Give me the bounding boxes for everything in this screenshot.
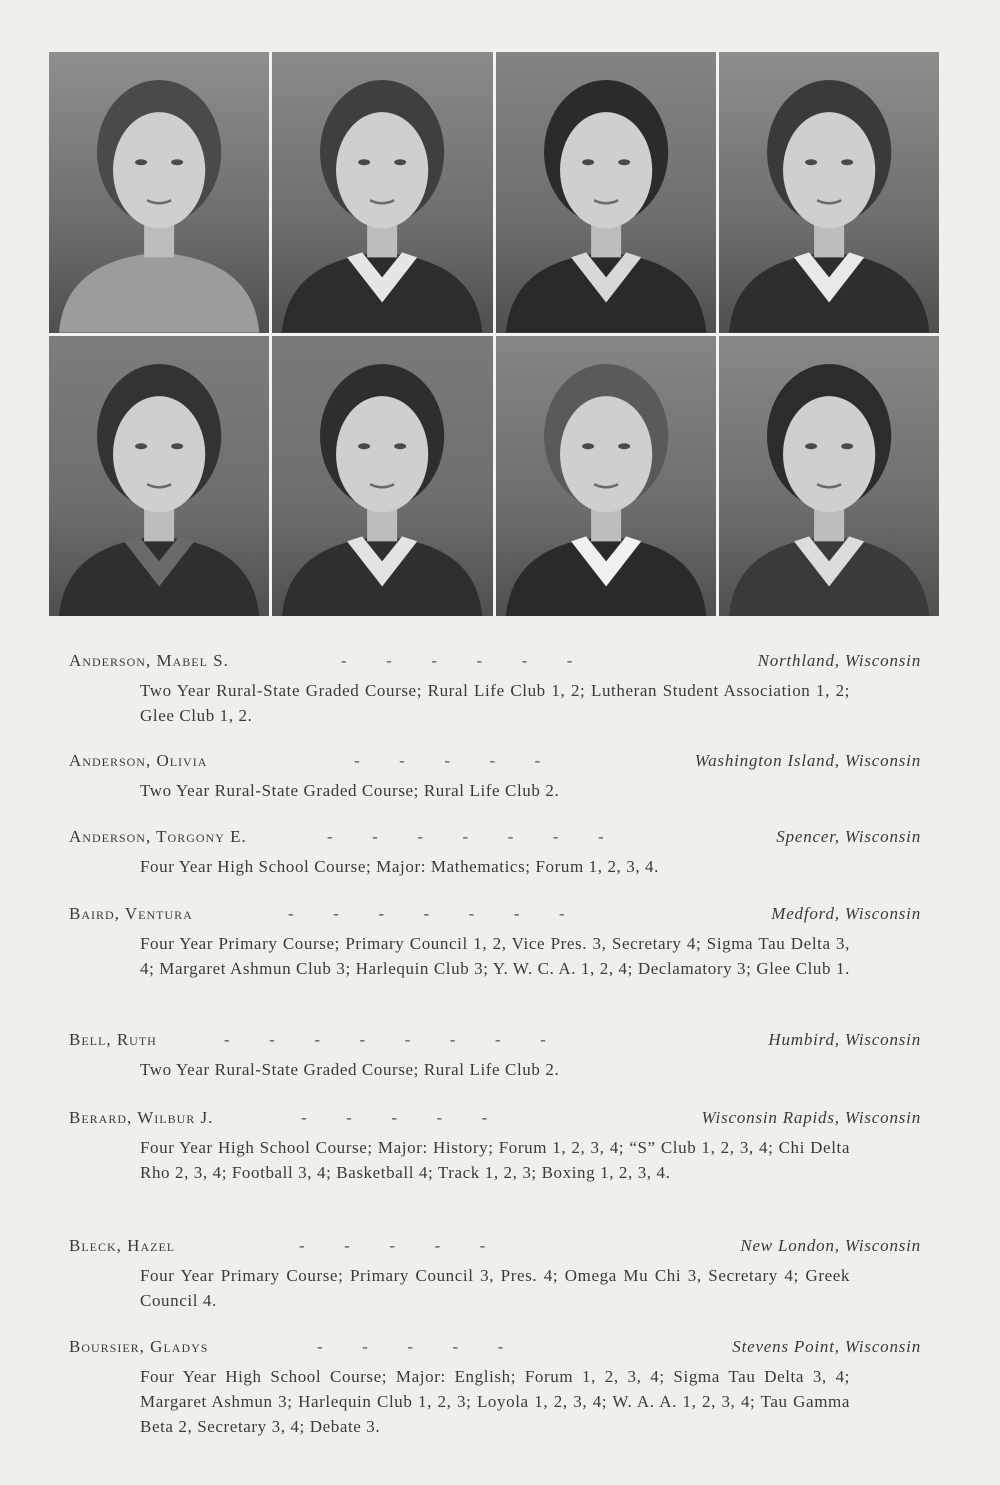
portrait-photo-5 bbox=[49, 336, 269, 617]
portrait-silhouette bbox=[49, 336, 269, 617]
entry-heading bbox=[69, 1108, 921, 1132]
portrait-face bbox=[336, 112, 428, 228]
student-details: Two Year Rural-State Graded Course; Rural Life Club 2. bbox=[140, 1060, 560, 1079]
student-hometown: New London, Wisconsin bbox=[740, 1236, 921, 1255]
student-hometown: Medford, Wisconsin bbox=[771, 904, 921, 923]
entry-heading bbox=[69, 904, 921, 928]
student-entry bbox=[69, 1337, 921, 1439]
entry-heading bbox=[69, 1030, 921, 1054]
portrait-eye bbox=[805, 443, 817, 449]
student-name: Anderson, Mabel S. bbox=[69, 651, 229, 670]
portrait-eye bbox=[841, 159, 853, 165]
portrait-photo-2 bbox=[272, 52, 492, 333]
student-details: Four Year High School Course; Major: Mathematics; Forum 1, 2, 3, 4. bbox=[140, 857, 660, 876]
entry-heading bbox=[69, 751, 921, 775]
portrait-silhouette bbox=[49, 52, 269, 333]
student-name: Berard, Wilbur J. bbox=[69, 1108, 214, 1127]
leader-dashes: - - - - - - - bbox=[327, 827, 606, 846]
portrait-silhouette bbox=[719, 336, 939, 617]
leader-dashes: - - - - - - bbox=[341, 651, 575, 670]
student-name: Baird, Ventura bbox=[69, 904, 193, 923]
portrait-eye bbox=[805, 159, 817, 165]
entry-heading bbox=[69, 651, 921, 675]
student-hometown: Washington Island, Wisconsin bbox=[694, 751, 921, 770]
student-hometown: Spencer, Wisconsin bbox=[776, 827, 921, 846]
student-details: Four Year High School Course; Major: English; Forum 1, 2, 3, 4; Sigma Tau Delta 3, 4; Margaret Ashmun 3; Harlequin Club 1, 2, 3; Loyola 1, 2, 3, 4; W. A. A. 1, 2, 3, 4; Tau Gamma Beta 2, Secretary 3, 4; Debate 3. bbox=[140, 1367, 850, 1436]
portrait-eye bbox=[394, 443, 406, 449]
portrait-photo-7 bbox=[496, 336, 716, 617]
student-name: Boursier, Gladys bbox=[69, 1337, 209, 1356]
student-details: Four Year Primary Course; Primary Council 1, 2, Vice Pres. 3, Secretary 4; Sigma Tau Delta 3, 4; Margaret Ashmun Club 3; Harlequin Club 3; Y. W. C. A. 1, 2, 4; Declamatory 3; Glee Club 1. bbox=[140, 934, 850, 978]
portrait-photo-3 bbox=[496, 52, 716, 333]
entry-heading bbox=[69, 1337, 921, 1361]
portrait-face bbox=[113, 396, 205, 512]
portrait-eye bbox=[135, 443, 147, 449]
student-entry bbox=[69, 651, 921, 728]
leader-dashes: - - - - - bbox=[301, 1108, 490, 1127]
student-details: Four Year Primary Course; Primary Council 3, Pres. 4; Omega Mu Chi 3, Secretary 4; Greek Council 4. bbox=[140, 1266, 850, 1310]
portrait-eye bbox=[618, 443, 630, 449]
portrait-face bbox=[783, 112, 875, 228]
leader-dashes: - - - - - bbox=[299, 1236, 488, 1255]
portrait-eye bbox=[582, 443, 594, 449]
portrait-face bbox=[560, 112, 652, 228]
student-entry bbox=[69, 751, 921, 803]
portrait-eye bbox=[618, 159, 630, 165]
entry-heading bbox=[69, 827, 921, 851]
leader-dashes: - - - - - bbox=[317, 1337, 506, 1356]
student-hometown: Northland, Wisconsin bbox=[757, 651, 921, 670]
student-hometown: Stevens Point, Wisconsin bbox=[732, 1337, 921, 1356]
portrait-eye bbox=[582, 159, 594, 165]
portrait-photo-4 bbox=[719, 52, 939, 333]
portrait-grid bbox=[49, 52, 939, 616]
portrait-silhouette bbox=[272, 52, 492, 333]
student-details: Two Year Rural-State Graded Course; Rural Life Club 1, 2; Lutheran Student Association 1, 2; Glee Club 1, 2. bbox=[140, 681, 850, 725]
entry-heading bbox=[69, 1236, 921, 1260]
portrait-photo-6 bbox=[272, 336, 492, 617]
portrait-silhouette bbox=[719, 52, 939, 333]
student-entry bbox=[69, 1030, 921, 1082]
student-hometown: Wisconsin Rapids, Wisconsin bbox=[701, 1108, 921, 1127]
portrait-face bbox=[560, 396, 652, 512]
portrait-shoulders bbox=[59, 252, 259, 332]
student-entry bbox=[69, 827, 921, 879]
portrait-face bbox=[783, 396, 875, 512]
leader-dashes: - - - - - - - - bbox=[224, 1030, 548, 1049]
leader-dashes: - - - - - - - bbox=[288, 904, 567, 923]
portrait-silhouette bbox=[496, 336, 716, 617]
portrait-photo-1 bbox=[49, 52, 269, 333]
student-name: Anderson, Torgony E. bbox=[69, 827, 247, 846]
portrait-eye bbox=[171, 159, 183, 165]
student-details: Four Year High School Course; Major: History; Forum 1, 2, 3, 4; “S” Club 1, 2, 3, 4; Chi Delta Rho 2, 3, 4; Football 3, 4; Basketball 4; Track 1, 2, 3; Boxing 1, 2, 3, 4. bbox=[140, 1138, 850, 1182]
portrait-silhouette bbox=[272, 336, 492, 617]
leader-dashes: - - - - - bbox=[354, 751, 543, 770]
student-entry bbox=[69, 904, 921, 981]
student-details: Two Year Rural-State Graded Course; Rural Life Club 2. bbox=[140, 781, 560, 800]
student-entry bbox=[69, 1236, 921, 1313]
portrait-silhouette bbox=[496, 52, 716, 333]
student-hometown: Humbird, Wisconsin bbox=[768, 1030, 921, 1049]
student-name: Bell, Ruth bbox=[69, 1030, 157, 1049]
student-entry bbox=[69, 1108, 921, 1185]
student-name: Anderson, Olivia bbox=[69, 751, 208, 770]
portrait-face bbox=[336, 396, 428, 512]
portrait-eye bbox=[171, 443, 183, 449]
portrait-eye bbox=[135, 159, 147, 165]
student-name: Bleck, Hazel bbox=[69, 1236, 176, 1255]
portrait-eye bbox=[394, 159, 406, 165]
portrait-face bbox=[113, 112, 205, 228]
portrait-eye bbox=[358, 443, 370, 449]
portrait-photo-8 bbox=[719, 336, 939, 617]
portrait-eye bbox=[841, 443, 853, 449]
portrait-eye bbox=[358, 159, 370, 165]
